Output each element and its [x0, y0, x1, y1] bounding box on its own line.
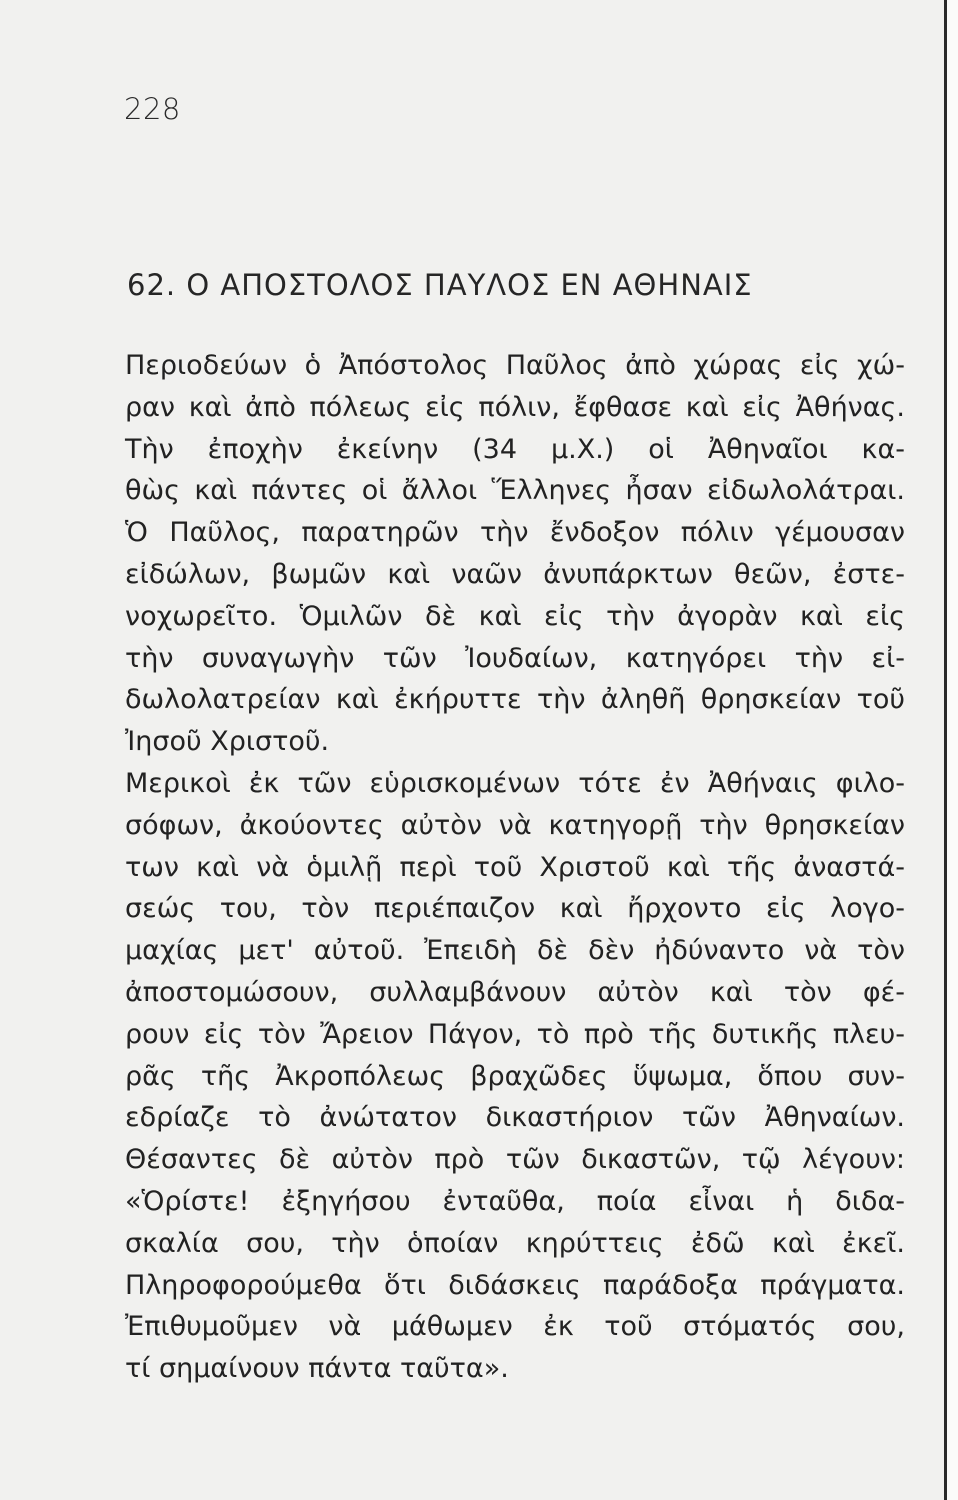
- text-line: Μερικοὶ ἐκ τῶν εὑρισκομένων τότε ἐν Ἀθήναις φιλο-: [125, 768, 905, 799]
- text-line: τί σημαίνουν πάντα ταῦτα».: [125, 1353, 509, 1385]
- text-line: Θέσαντες δὲ αὐτὸν πρὸ τῶν δικαστῶν, τῷ λέγουν:: [125, 1144, 905, 1176]
- text-line: σκαλία σου, τὴν ὁποίαν κηρύττεις ἐδῶ καὶ ἐκεῖ.: [125, 1227, 905, 1259]
- text-line: ἀποστομώσουν, συλλαμβάνουν αὐτὸν καὶ τὸν φέ-: [125, 976, 905, 1008]
- text-line: Ὁ Παῦλος, παρατηρῶν τὴν ἔνδοξον πόλιν γέμουσαν: [125, 517, 905, 549]
- text-line: σόφων, ἀκούοντες αὐτὸν νὰ κατηγορῇ τὴν θρησκείαν: [125, 809, 905, 841]
- page-edge-margin: [947, 0, 958, 1500]
- text-line: Ἰησοῦ Χριστοῦ.: [125, 726, 330, 758]
- text-line: Τὴν ἐποχὴν ἐκείνην (34 μ.Χ.) οἱ Ἀθηναῖοι κα-: [125, 433, 905, 465]
- paragraph-2: [125, 763, 905, 1390]
- text-line: θὼς καὶ πάντες οἱ ἄλλοι Ἕλληνες ἦσαν εἰδωλολάτραι.: [125, 475, 905, 507]
- text-line: ραν καὶ ἀπὸ πόλεως εἰς πόλιν, ἔφθασε καὶ εἰς Ἀθήνας.: [125, 391, 905, 423]
- text-line: ρᾶς τῆς Ἀκροπόλεως βραχῶδες ὕψωμα, ὅπου συν-: [125, 1060, 905, 1092]
- text-line: Πληροφορούμεθα ὅτι διδάσκεις παράδοξα πράγματα.: [125, 1269, 905, 1301]
- text-line: νοχωρεῖτο. Ὁμιλῶν δὲ καὶ εἰς τὴν ἀγορὰν καὶ εἰς: [125, 600, 905, 632]
- text-line: τὴν συναγωγὴν τῶν Ἰουδαίων, κατηγόρει τὴν εἰ-: [125, 642, 905, 674]
- text-line: δωλολατρείαν καὶ ἐκήρυττε τὴν ἀληθῆ θρησκείαν τοῦ: [125, 684, 905, 716]
- text-line: μαχίας μετ' αὐτοῦ. Ἐπειδὴ δὲ δὲν ἠδύναντο νὰ τὸν: [125, 935, 905, 967]
- text-line: Ἐπιθυμοῦμεν νὰ μάθωμεν ἐκ τοῦ στόματός σου,: [125, 1311, 905, 1343]
- text-line: σεώς του, τὸν περιέπαιζον καὶ ἤρχοντο εἰς λογο-: [125, 893, 905, 925]
- text-line: Περιοδεύων ὁ Ἀπόστολος Παῦλος ἀπὸ χώρας εἰς χώ-: [125, 350, 905, 381]
- text-line: ρουν εἰς τὸν Ἄρειον Πάγον, τὸ πρὸ τῆς δυτικῆς πλευ-: [125, 1018, 905, 1050]
- chapter-title: 62. Ο ΑΠΟΣΤΟΛΟΣ ΠΑΥΛΟΣ ΕΝ ΑΘΗΝΑΙΣ: [127, 268, 753, 302]
- text-line: εδρίαζε τὸ ἀνώτατον δικαστήριον τῶν Ἀθηναίων.: [125, 1102, 905, 1134]
- text-line: «Ὁρίστε! ἐξηγήσου ἐνταῦθα, ποία εἶναι ἡ διδα-: [125, 1185, 905, 1217]
- text-line: των καὶ νὰ ὁμιλῇ περὶ τοῦ Χριστοῦ καὶ τῆς ἀναστά-: [125, 851, 905, 883]
- text-line: εἰδώλων, βωμῶν καὶ ναῶν ἀνυπάρκτων θεῶν, ἐστε-: [125, 558, 905, 590]
- page-number: 228: [124, 92, 181, 126]
- paragraph-1: [125, 345, 905, 763]
